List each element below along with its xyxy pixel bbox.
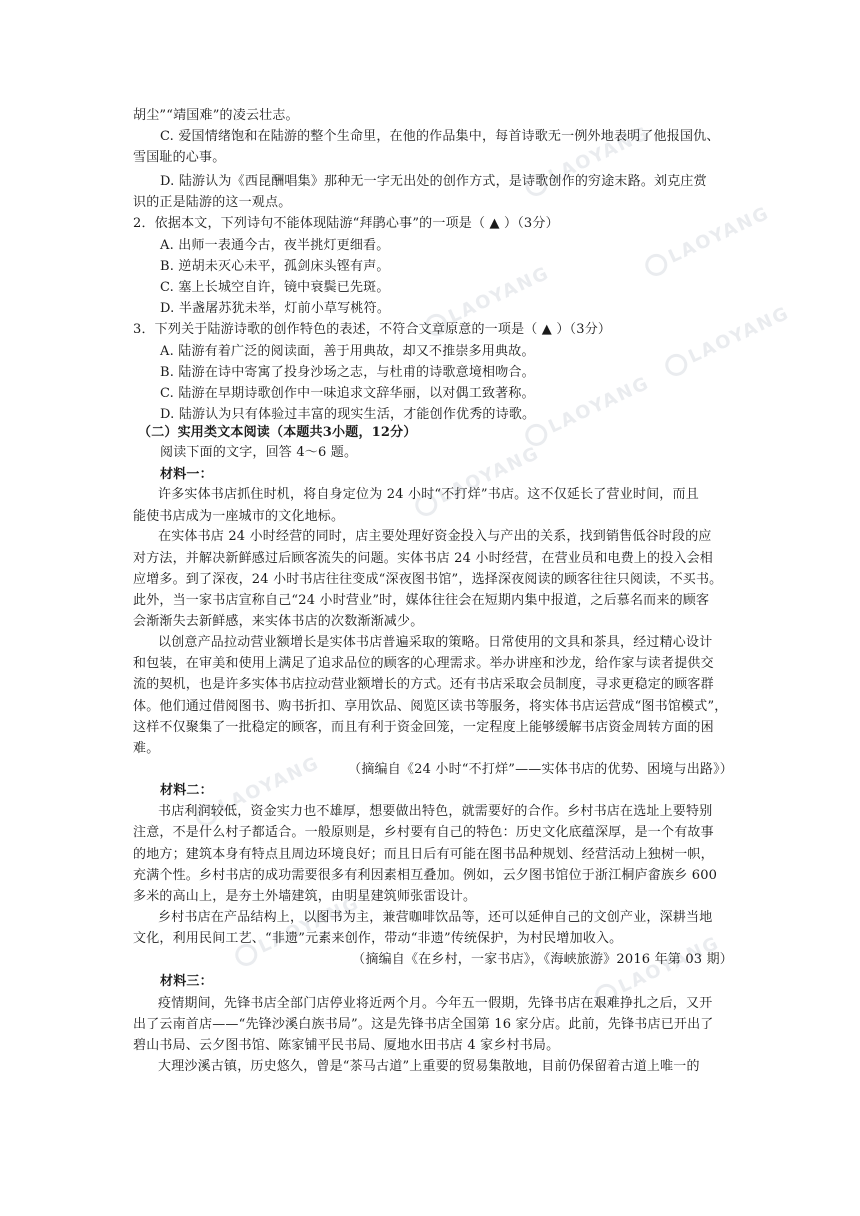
paragraph-line: 难。 bbox=[133, 741, 160, 756]
material-2-label: 材料二： bbox=[160, 783, 213, 798]
paragraph-line: 书店利润较低，资金实力也不雄厚，想要做出特色，就需要好的合作。乡村书店在选址上要特别 bbox=[158, 804, 713, 819]
watermark-logo: LAOYANG bbox=[642, 202, 774, 279]
watermark-logo: LAOYANG bbox=[592, 932, 724, 1009]
text-line: 胡尘”“靖国难”的凌云壮志。 bbox=[133, 108, 299, 123]
paragraph-line: 乡村书店在产品结构上，以图书为主，兼营咖啡饮品等，还可以延伸自己的文创产业，深耕当地 bbox=[158, 910, 713, 925]
watermark-logo: LAOYANG bbox=[232, 892, 364, 969]
watermark-logo: LAOYANG bbox=[412, 442, 544, 519]
source-citation: （摘编自《24 小时“不打烊”——实体书店的优势、困境与出路》） bbox=[348, 762, 733, 777]
text-line: 识的正是陆游的这一观点。 bbox=[133, 195, 292, 210]
question-3: 3．下列关于陆游诗歌的创作特色的表述，不符合文章原意的一项是（ ▲ ）（3分） bbox=[133, 322, 612, 337]
paragraph-line: 注意，不是什么村子都适合。一般原则是，乡村要有自己的特色：历史文化底蕴深厚，是一个有故事 bbox=[133, 825, 714, 840]
watermark-logo: LAOYANG bbox=[662, 302, 794, 379]
paragraph-line: 在实体书店 24 小时经营的同时，店主要处理好资金投入与产出的关系，找到销售低谷时段的应 bbox=[158, 529, 712, 544]
option-d: D. 陆游认为《西昆酬唱集》那种无一字无出处的创作方式，是诗歌创作的穷途末路。刘克庄赏 bbox=[160, 174, 707, 189]
paragraph-line: 能使书店成为一座城市的文化地标。 bbox=[133, 509, 345, 524]
option-d: D. 半盏屠苏犹未举，灯前小草写桃符。 bbox=[160, 301, 391, 316]
paragraph-line: 碧山书局、云夕图书馆、陈家铺平民书局、厦地水田书店 4 家乡村书局。 bbox=[133, 1038, 560, 1053]
watermark-logo: LAOYANG bbox=[422, 262, 554, 339]
paragraph-line: 充满个性。乡村书店的成功需要很多有利因素相互叠加。例如，云夕图书馆位于浙江桐庐畲族乡 600 bbox=[133, 868, 718, 883]
option-a: A. 出师一表通今古，夜半挑灯更细看。 bbox=[160, 238, 390, 253]
paragraph-line: 应增多。到了深夜，24 小时书店往往变成“深夜图书馆”，选择深夜阅读的顾客往往只阅读，不买书。 bbox=[133, 572, 723, 587]
option-b: B. 陆游在诗中寄寓了投身沙场之志，与杜甫的诗歌意境相吻合。 bbox=[160, 365, 535, 380]
option-b: B. 逆胡未灭心未平，孤剑床头铿有声。 bbox=[160, 259, 390, 274]
paragraph-line: 体。他们通过借阅图书、购书折扣、享用饮品、阅览区读书等服务，将实体书店运营成“图书馆模式”， bbox=[133, 699, 728, 714]
instruction: 阅读下面的文字，回答 4～6 题。 bbox=[160, 445, 358, 460]
text-line: 雪国耻的心事。 bbox=[133, 150, 226, 165]
option-c: C. 爱国情绪饱和在陆游的整个生命里，在他的作品集中，每首诗歌无一例外地表明了他报国仇、 bbox=[160, 129, 720, 144]
paragraph-line: 文化，利用民间工艺、“非遗”元素来创作，带动“非遗”传统保护，为村民增加收入。 bbox=[133, 931, 623, 946]
paragraph-line: 对方法，并解决新鲜感过后顾客流失的问题。实体书店 24 小时经营，在营业员和电费上的投入会相 bbox=[133, 551, 714, 566]
material-1-label: 材料一： bbox=[160, 467, 213, 482]
paragraph-line: 许多实体书店抓住时机，将自身定位为 24 小时“不打烊”书店。这不仅延长了营业时间，而且 bbox=[158, 487, 699, 502]
paragraph-line: 多米的高山上，是夯土外墙建筑，由明星建筑师张雷设计。 bbox=[133, 889, 477, 904]
paragraph-line: 的地方；建筑本身有特点且周边环境良好；而且日后有可能在图书品种规划、经营活动上独树一帜， bbox=[133, 847, 714, 862]
material-3-label: 材料三： bbox=[160, 974, 213, 989]
paragraph-line: 这样不仅聚集了一批稳定的顾客，而且有利于资金回笼，一定程度上能够缓解书店资金周转方面的困 bbox=[133, 720, 714, 735]
paragraph-line: 疫情期间，先锋书店全部门店停业将近两个月。今年五一假期，先锋书店在艰难挣扎之后，又开 bbox=[158, 996, 713, 1011]
question-2: 2．依据本文，下列诗句不能体现陆游“拜鹃心事”的一项是（ ▲ ）（3分） bbox=[133, 216, 559, 231]
paragraph-line: 出了云南首店——“先锋沙溪白族书局”。这是先锋书店全国第 16 家分店。此前，先锋书店已开出了 bbox=[133, 1017, 714, 1032]
option-c: C. 塞上长城空自许，镜中衰鬓已先斑。 bbox=[160, 280, 390, 295]
option-a: A. 陆游有着广泛的阅读面，善于用典故，却又不推崇多用典故。 bbox=[160, 344, 535, 359]
paragraph-line: 大理沙溪古镇，历史悠久，曾是“茶马古道”上重要的贸易集散地，目前仍保留着古道上唯一的 bbox=[158, 1059, 700, 1074]
watermark-logo: LAOYANG bbox=[522, 372, 654, 449]
paragraph-line: 以创意产品拉动营业额增长是实体书店普遍采取的策略。日常使用的文具和茶具，经过精心设计 bbox=[158, 635, 713, 650]
paragraph-line: 流的契机，也是许多实体书店拉动营业额增长的方式。还有书店采取会员制度，寻求更稳定的顾客群 bbox=[133, 677, 714, 692]
source-citation: （摘编自《在乡村，一家书店》，《海峡旅游》2016 年第 03 期） bbox=[352, 952, 733, 967]
paragraph-line: 会渐渐失去新鲜感，来实体书店的次数渐渐减少。 bbox=[133, 614, 424, 629]
section-heading: （二）实用类文本阅读（本题共3小题，12分） bbox=[138, 425, 417, 440]
watermark-logo: LAOYANG bbox=[522, 122, 654, 199]
option-c: C. 陆游在早期诗歌创作中一味追求文辞华丽，以对偶工致著称。 bbox=[160, 386, 535, 401]
paragraph-line: 和包装，在审美和使用上满足了追求品位的顾客的心理需求。举办讲座和沙龙，给作家与读者提供交 bbox=[133, 656, 714, 671]
option-d: D. 陆游认为只有体验过丰富的现实生活，才能创作优秀的诗歌。 bbox=[160, 407, 536, 422]
paragraph-line: 此外，当一家书店宣称自己“24 小时营业”时，媒体往往会在短期内集中报道，之后慕名而来的顾客 bbox=[133, 593, 710, 608]
watermark-logo: LAOYANG bbox=[192, 752, 324, 829]
